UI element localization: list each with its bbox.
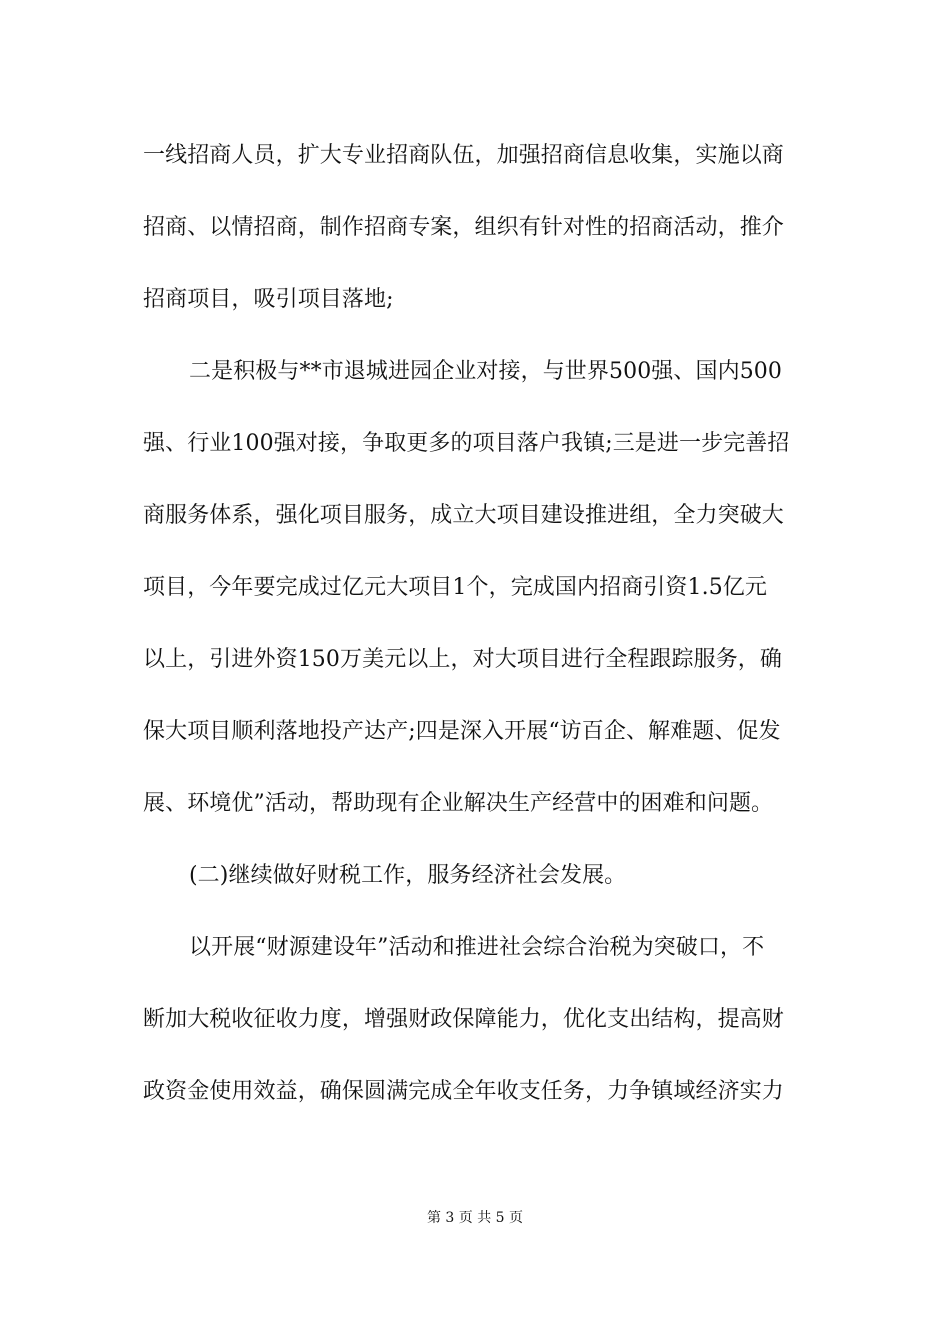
text-line: 招商项目，吸引项目落地;	[143, 287, 394, 312]
text-line: 项目，今年要完成过亿元大项目1个，完成国内招商引资1.5亿元	[143, 575, 767, 600]
text-line: 政资金使用效益，确保圆满完成全年收支任务，力争镇域经济实力	[143, 1079, 784, 1104]
text-line: 招商、以情招商，制作招商专案，组织有针对性的招商活动，推介	[143, 215, 784, 240]
text-line: 展、环境优”活动，帮助现有企业解决生产经营中的困难和问题。	[143, 791, 774, 816]
text-line: 保大项目顺利落地投产达产;四是深入开展“访百企、解难题、促发	[143, 719, 781, 744]
paragraph-start: 以开展“财源建设年”活动和推进社会综合治税为突破口，不	[189, 935, 765, 960]
text-line: 以上，引进外资150万美元以上，对大项目进行全程跟踪服务，确	[143, 647, 782, 672]
text-line: 一线招商人员，扩大专业招商队伍，加强招商信息收集，实施以商	[143, 143, 784, 168]
section-heading: (二)继续做好财税工作，服务经济社会发展。	[189, 863, 627, 888]
page-number-footer: 第 3 页 共 5 页	[426, 1210, 524, 1226]
text-line: 断加大税收征收力度，增强财政保障能力，优化支出结构，提高财	[143, 1007, 784, 1032]
text-line: 商服务体系，强化项目服务，成立大项目建设推进组，全力突破大	[143, 503, 784, 528]
paragraph-start: 二是积极与**市退城进园企业对接，与世界500强、国内500	[189, 359, 782, 384]
text-line: 强、行业100强对接，争取更多的项目落户我镇;三是进一步完善招	[143, 431, 790, 456]
